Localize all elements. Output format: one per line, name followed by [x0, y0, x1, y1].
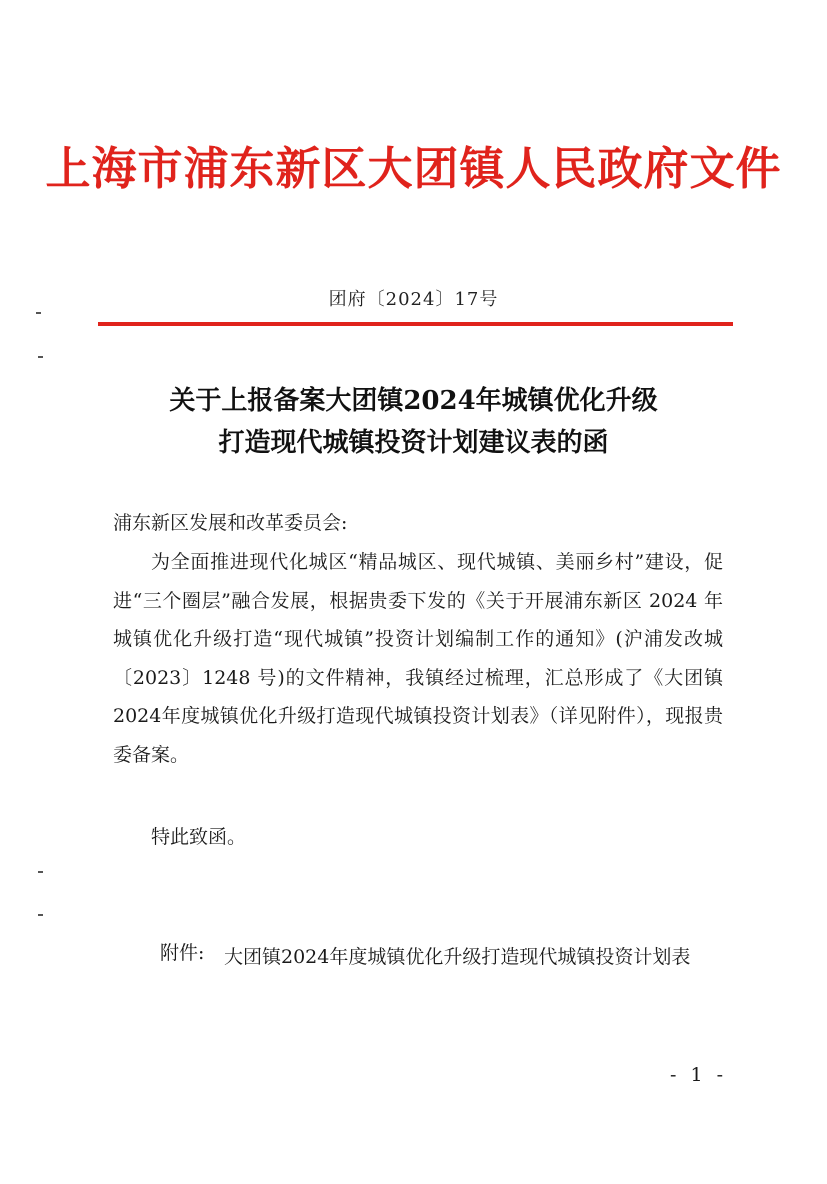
issuing-authority-header: 上海市浦东新区大团镇人民政府文件 — [45, 142, 782, 195]
document-title-line2: 打造现代城镇投资计划建议表的函 — [218, 428, 609, 458]
closing-line: 特此致函。 — [151, 826, 247, 848]
recipient: 浦东新区发展和改革委员会: — [113, 512, 348, 534]
document-title-line1: 关于上报备案大团镇2024年城镇优化升级 — [169, 386, 658, 416]
attachment-title: 大团镇2024年度城镇优化升级打造现代城镇投资计划表 — [224, 946, 691, 968]
margin-mark — [38, 356, 43, 358]
margin-mark — [36, 312, 41, 314]
margin-mark — [38, 871, 43, 873]
document-number: 团府〔2024〕17号 — [328, 289, 499, 310]
body-paragraph: 为全面推进现代化城区“精品城区、现代城镇、美丽乡村”建设，促进“三个圈层”融合发展，根据贵委下发的《关于开展浦东新区 2024 年城镇优化升级打造“现代城镇”投资计划编制工作的通知》(沪浦发改城〔2023〕1248 号)的文件精神，我镇经过梳理，汇总形成了《大团镇2024年度城镇优化升级打造现代城镇投资计划表》（详见附件），现报贵委备案。 — [113, 551, 723, 766]
document-title — [0, 380, 827, 464]
margin-mark — [38, 914, 43, 916]
red-separator-line — [98, 322, 733, 326]
page-number: - 1 - — [670, 1064, 728, 1086]
attachment-label: 附件: — [160, 942, 205, 964]
